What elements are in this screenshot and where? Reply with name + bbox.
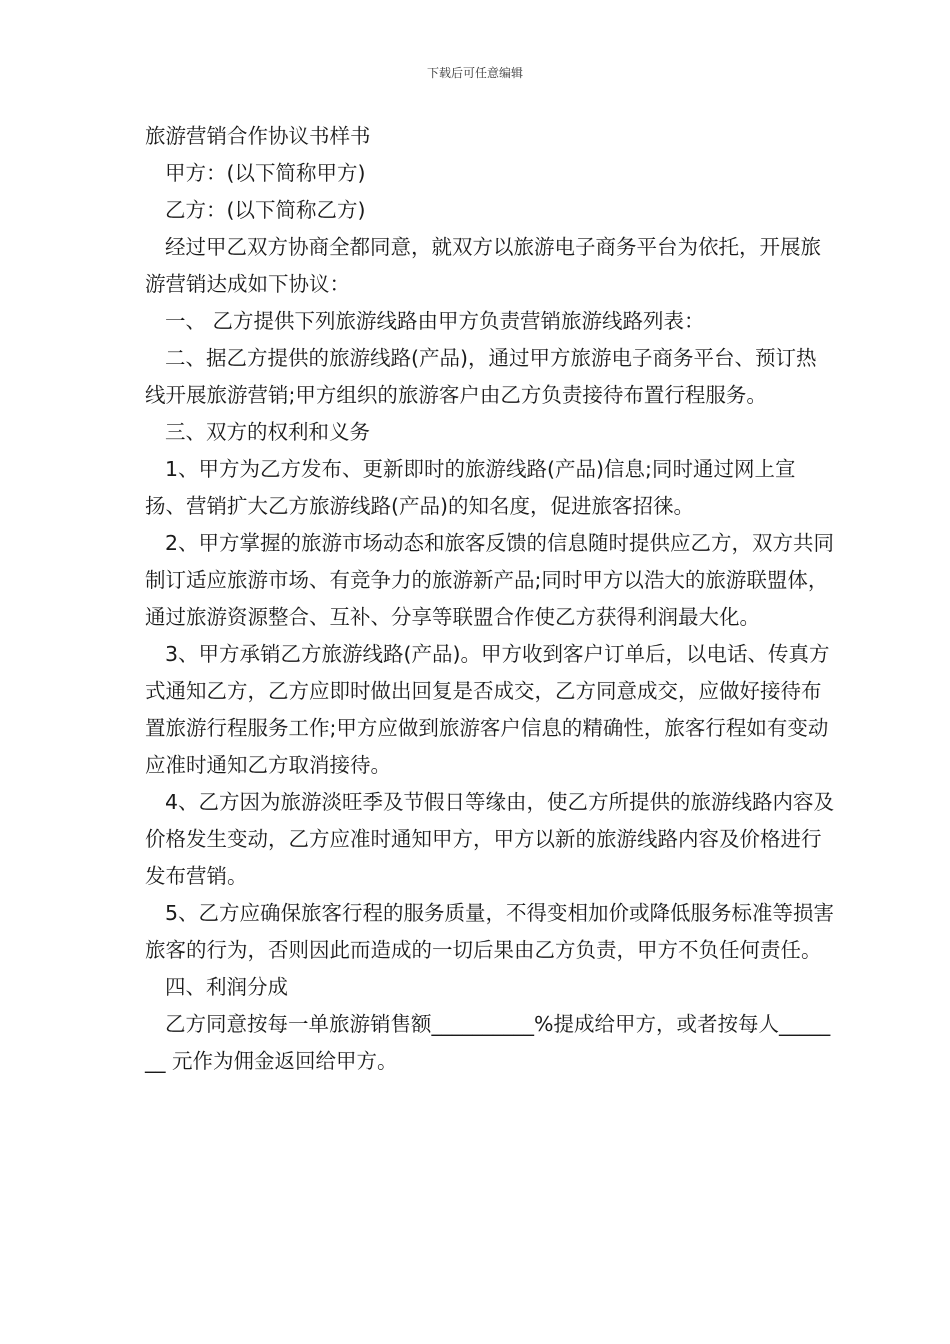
paragraph-profit-share: 乙方同意按每一单旅游销售额__________%提成给甲方，或者按每人_______ 元作为佣金返回给甲方。 <box>145 1012 831 1073</box>
paragraph-party-b: 乙方：(以下简称乙方) <box>165 198 366 222</box>
paragraph-clause-4: 4、乙方因为旅游淡旺季及节假日等缘由，使乙方所提供的旅游线路内容及价格发生变动，乙方应准时通知甲方，甲方以新的旅游线路内容及价格进行发布营销。 <box>145 790 835 888</box>
document-body <box>145 118 835 1080</box>
paragraph-section-4-heading: 四、利润分成 <box>165 975 288 999</box>
paragraph-party-a: 甲方：(以下简称甲方) <box>165 161 366 185</box>
paragraph-preamble: 经过甲乙双方协商全都同意，就双方以旅游电子商务平台为依托，开展旅游营销达成如下协议： <box>145 235 821 296</box>
paragraph-section-1: 一、 乙方提供下列旅游线路由甲方负责营销旅游线路列表： <box>165 309 705 333</box>
paragraph-clause-3: 3、甲方承销乙方旅游线路(产品)。甲方收到客户订单后，以电话、传真方式通知乙方，乙方应即时做出回复是否成交，乙方同意成交，应做好接待布置旅游行程服务工作;甲方应做到旅游客户信息的精确性，旅客行程如有变动应准时通知乙方取消接待。 <box>145 642 830 777</box>
paragraph-section-3-heading: 三、双方的权利和义务 <box>165 420 370 444</box>
paragraph-section-2: 二、据乙方提供的旅游线路(产品)，通过甲方旅游电子商务平台、预订热线开展旅游营销;甲方组织的旅游客户由乙方负责接待布置行程服务。 <box>145 346 817 407</box>
header-note: 下载后可任意编辑 <box>426 66 523 80</box>
paragraph-clause-5: 5、乙方应确保旅客行程的服务质量，不得变相加价或降低服务标准等损害旅客的行为，否则因此而造成的一切后果由乙方负责，甲方不负任何责任。 <box>145 901 835 962</box>
paragraph-clause-1: 1、甲方为乙方发布、更新即时的旅游线路(产品)信息;同时通过网上宣扬、营销扩大乙方旅游线路(产品)的知名度，促进旅客招徕。 <box>145 457 796 518</box>
paragraph-clause-2: 2、甲方掌握的旅游市场动态和旅客反馈的信息随时提供应乙方，双方共同制订适应旅游市场、有竞争力的旅游新产品;同时甲方以浩大的旅游联盟体，通过旅游资源整合、互补、分享等联盟合作使乙方获得利润最大化。 <box>145 531 835 629</box>
document-title: 旅游营销合作协议书样书 <box>145 124 371 148</box>
